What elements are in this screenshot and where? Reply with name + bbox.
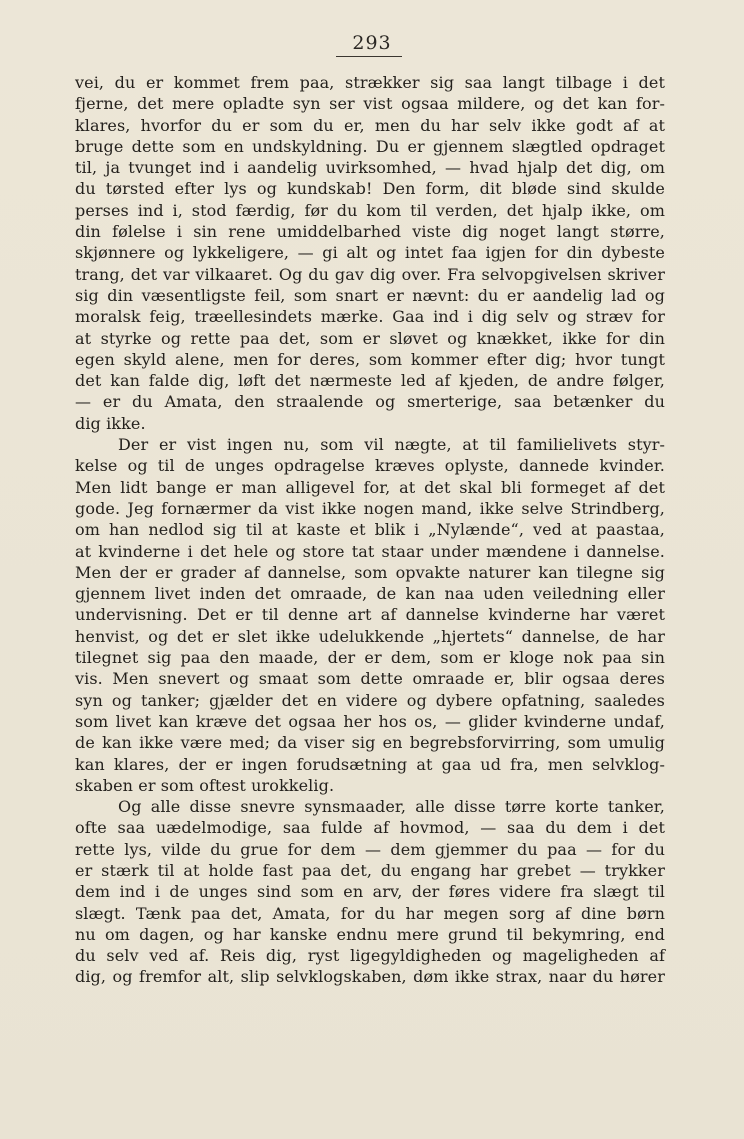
text-line: Men der er grader af dannelse, som opvakte naturer kan tilegne sig	[75, 562, 665, 582]
text-line: vei, du er kommet frem paa, strækker sig saa langt tilbage i det	[75, 73, 665, 92]
text-line: klares, hvorfor du er som du er, men du har selv ikke godt af at	[75, 115, 665, 135]
text-line: undervisning. Det er til denne art af dannelse kvinderne har været	[75, 605, 665, 625]
text-line: til, ja tvunget ind i aandelig uvirksomhed, — hvad hjalp det dig, om	[75, 158, 665, 178]
text-line: de kan ikke være med; da viser sig en begrebsforvirring, som umulig	[75, 733, 665, 753]
text-line: gode. Jeg fornærmer da vist ikke nogen mand, ikke selve Strindberg,	[75, 498, 665, 518]
text-line: om han nedlod sig til at kaste et blik i „Nylænde“, ved at paastaa,	[75, 520, 665, 540]
text-line: dig, og fremfor alt, slip selvklogskaben, døm ikke strax, naar du hører	[75, 967, 665, 987]
text-line: perses ind i, stod færdig, før du kom til verden, det hjalp ikke, om	[75, 200, 665, 220]
body-text	[75, 72, 665, 988]
text-line: ofte saa uædelmodige, saa fulde af hovmod, — saa du dem i det	[75, 818, 665, 838]
text-line: — er du Amata, den straalende og smerterige, saa betænker du	[75, 392, 665, 412]
text-line: gjennem livet inden det omraade, de kan naa uden veiledning eller	[75, 584, 665, 604]
page-number-rule	[336, 56, 402, 57]
text-line: bruge dette som en undskyldning. Du er gjennem slægtled opdraget	[75, 136, 665, 156]
page-number: 293	[352, 32, 392, 54]
text-line: at styrke og rette paa det, som er sløvet og knækket, ikke for din	[75, 328, 665, 348]
text-line: skaben er som oftest urokkelig.	[75, 775, 335, 795]
text-line: slægt. Tænk paa det, Amata, for du har megen sorg af dine børn	[75, 903, 665, 923]
text-line: syn og tanker; gjælder det en videre og dybere opfatning, saaledes	[75, 690, 665, 710]
text-line: tilegnet sig paa den maade, der er dem, som er kloge nok paa sin	[75, 648, 665, 668]
text-line: Der er vist ingen nu, som vil nægte, at til familielivets styr-	[118, 435, 665, 455]
text-line: kan klares, der er ingen forudsætning at gaa ud fra, men selvklog-	[75, 754, 665, 774]
text-line: Og alle disse snevre synsmaader, alle disse tørre korte tanker,	[118, 797, 665, 817]
text-line: egen skyld alene, men for deres, som kommer efter dig; hvor tungt	[75, 349, 665, 369]
text-line: sig din væsentligste feil, som snart er nævnt: du er aandelig lad og	[75, 285, 665, 305]
text-line: er stærk til at holde fast paa det, du engang har grebet — trykker	[75, 860, 665, 880]
text-line: vis. Men snevert og smaat som dette omraade er, blir ogsaa deres	[75, 669, 665, 689]
text-line: som livet kan kræve det ogsaa her hos os, — glider kvinderne undaf,	[75, 711, 665, 731]
text-line: moralsk feig, træellesindets mærke. Gaa ind i dig selv og stræv for	[75, 307, 665, 327]
text-line: din følelse i sin rene umiddelbarhed viste dig noget langt større,	[75, 222, 665, 242]
text-line: dem ind i de unges sind som en arv, der føres videre fra slægt til	[75, 882, 665, 902]
text-line: du tørsted efter lys og kundskab! Den form, dit bløde sind skulde	[75, 179, 665, 199]
text-line: skjønnere og lykkeligere, — gi alt og intet faa igjen for din dybeste	[75, 243, 665, 263]
text-line: at kvinderne i det hele og store tat staar under mændene i dannelse.	[75, 541, 665, 561]
text-line: trang, det var vilkaaret. Og du gav dig over. Fra selvopgivelsen skriver	[75, 264, 665, 284]
text-line: rette lys, vilde du grue for dem — dem gjemmer du paa — for du	[75, 839, 665, 859]
text-line: dig ikke.	[75, 413, 146, 433]
text-line: det kan falde dig, løft det nærmeste led af kjeden, de andre følger,	[75, 371, 665, 391]
text-line: nu om dagen, og har kanske endnu mere grund til bekymring, end	[75, 924, 665, 944]
text-line: Men lidt bange er man alligevel for, at det skal bli formeget af det	[75, 477, 665, 497]
text-line: kelse og til de unges opdragelse kræves oplyste, dannede kvinder.	[75, 456, 665, 476]
text-line: henvist, og det er slet ikke udelukkende „hjertets“ dannelse, de har	[75, 626, 665, 646]
text-line: fjerne, det mere opladte syn ser vist ogsaa mildere, og det kan for-	[75, 94, 665, 114]
text-line: du selv ved af. Reis dig, ryst ligegyldigheden og mageligheden af	[75, 946, 665, 966]
